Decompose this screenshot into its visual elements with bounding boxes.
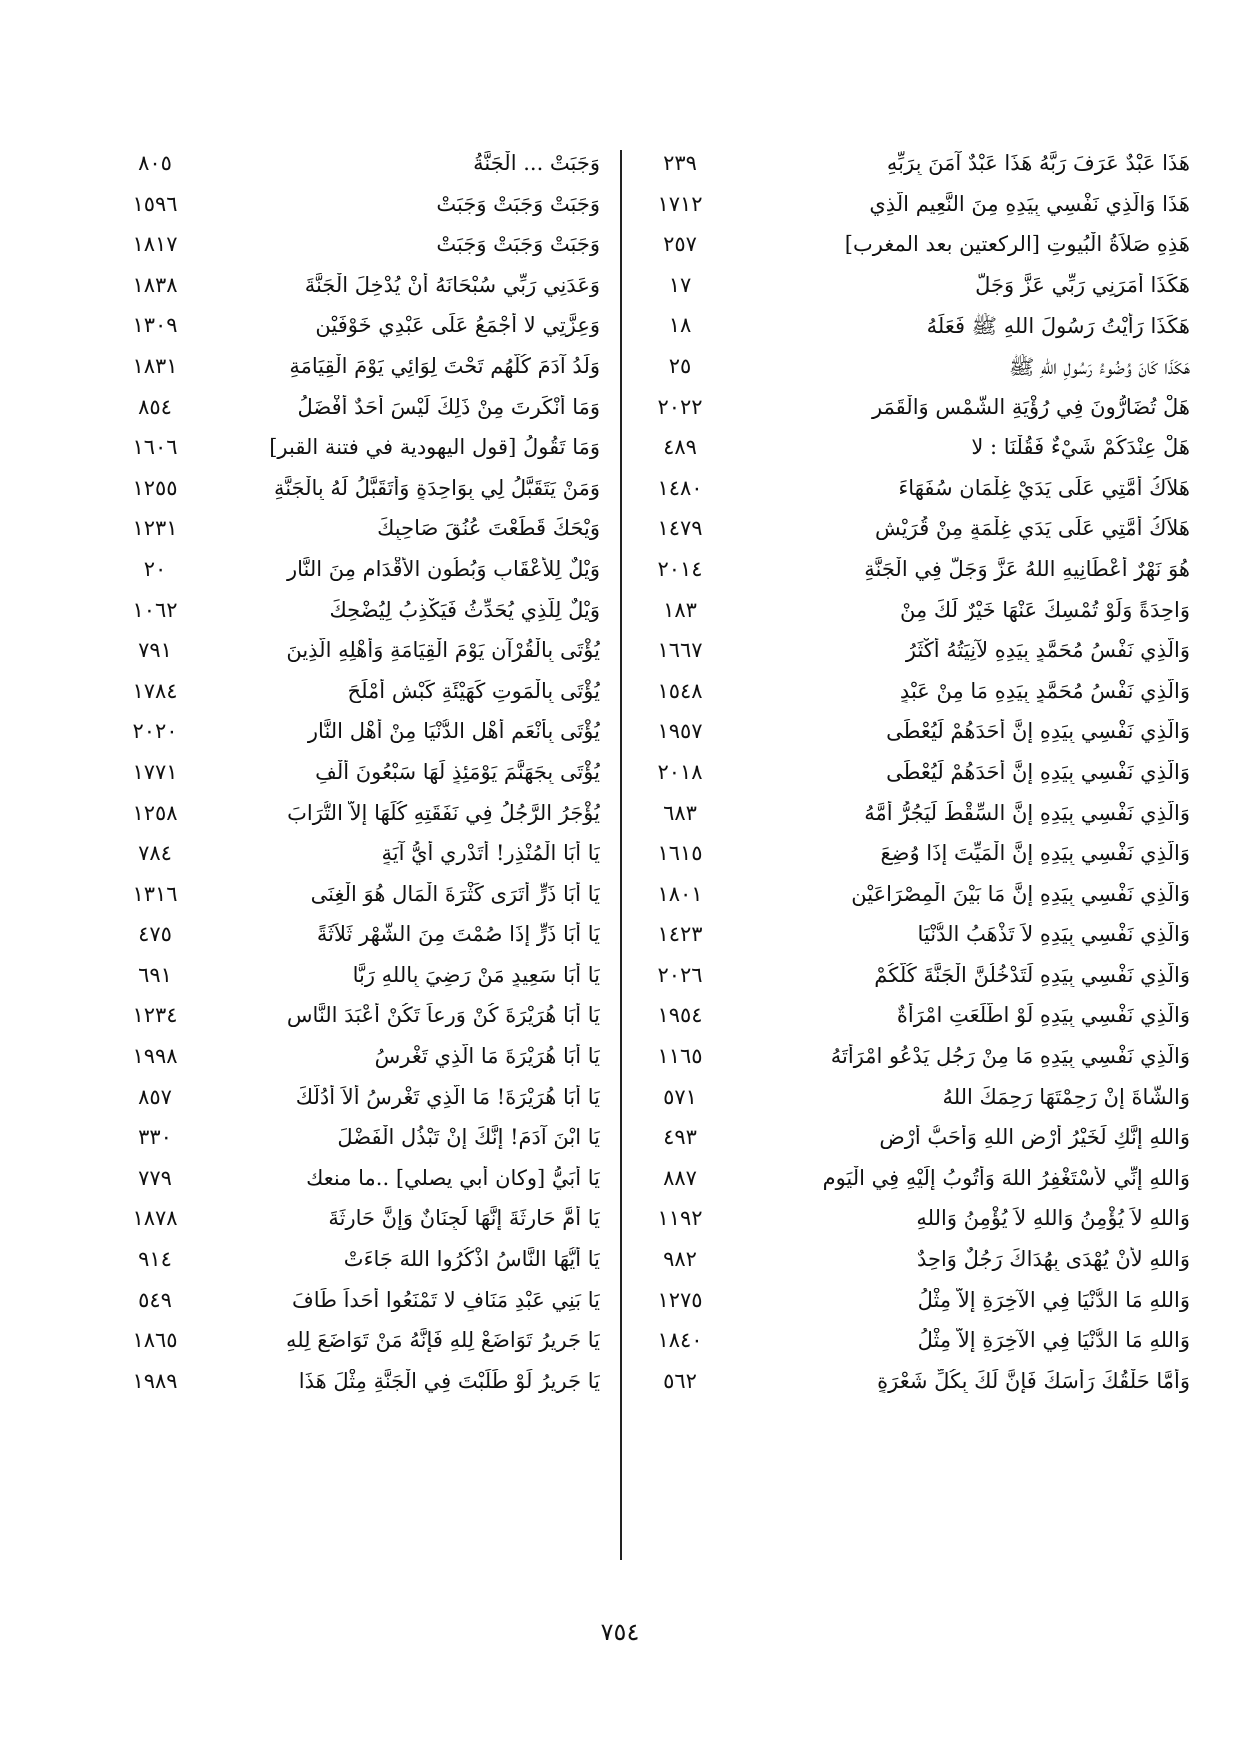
hadith-number: ١٤٢٣ <box>657 922 703 947</box>
hadith-incipit: يُؤْجَرُ الرَّجُلُ فِي نَفَقَتِهِ كُلِّهَا إِلاَّ التُّرَابَ <box>287 800 600 825</box>
hadith-incipit: هَذِهِ صَلاَةُ الْبُيوتِ [الركعتين بعد المغرب] <box>844 232 1190 257</box>
index-entry <box>630 267 1190 308</box>
hadith-number: ١٨٦٥ <box>132 1328 178 1353</box>
hadith-number: ١٦٠٦ <box>132 435 178 460</box>
index-entry <box>110 1241 610 1282</box>
index-entry <box>630 348 1190 389</box>
index-entry <box>630 795 1190 836</box>
index-entry <box>630 713 1190 754</box>
hadith-number: ١٧٧١ <box>132 759 178 784</box>
hadith-incipit: هَكَذَا كَانَ وُضُوءُ رَسُولِ اللهِ ﷺ <box>1008 354 1190 379</box>
hadith-number: ٢٥ <box>668 353 692 378</box>
hadith-number: ٥٦٢ <box>663 1368 697 1393</box>
hadith-incipit: وَعِزَّتِي لا أَجْمَعُ عَلَى عَبْدِي خَوْفَيْنِ <box>315 313 600 338</box>
index-entry <box>110 348 610 389</box>
hadith-number: ١٢٣٤ <box>132 1003 178 1028</box>
hadith-number: ٤٧٥ <box>138 922 172 947</box>
hadith-incipit: وَالَّذِي نَفْسِي بِيَدِهِ إِنَّ أَحَدَهُمْ لَيُعْطَى <box>886 759 1190 784</box>
index-entry <box>630 876 1190 917</box>
hadith-incipit: يُؤْتَى بِأَنْعَمِ أَهْلِ الدُّنْيَا مِنْ أَهْلِ النَّارِ <box>307 719 600 744</box>
index-entry <box>110 186 610 227</box>
hadith-number: ٤٩٣ <box>663 1125 697 1150</box>
hadith-number: ١٤٧٩ <box>657 516 703 541</box>
hadith-incipit: هَلْ عِنْدَكُمْ شَيْءٌ فَقُلْنَا : لا <box>971 435 1190 460</box>
index-entry <box>630 673 1190 714</box>
hadith-number: ٨٠٥ <box>138 151 172 175</box>
hadith-incipit: وَاللهِ إِنِّي لأَسْتَغْفِرُ اللهَ وَأَتُوبُ إِلَيْهِ فِي الْيَومِ <box>822 1165 1190 1190</box>
hadith-number: ١٤٨٠ <box>657 475 703 500</box>
hadith-number: ١٣١٦ <box>132 881 178 906</box>
hadith-incipit: يَا بَنِي عَبْدِ مَنَافٍ لا تَمْنَعُوا أَحَداً طَافَ <box>292 1287 600 1312</box>
hadith-number: ٧٨٤ <box>138 841 172 866</box>
hadith-number: ٨٨٧ <box>663 1165 697 1190</box>
hadith-incipit: يُؤْتَى بِالْمَوتِ كَهَيْئَةِ كَبْشٍ أَمْلَحَ <box>347 678 600 703</box>
hadith-number: ١٨٤٠ <box>657 1328 703 1353</box>
index-entry <box>630 1079 1190 1120</box>
hadith-incipit: وَجَبَتْ وَجَبَتْ وَجَبَتْ <box>436 191 600 216</box>
hadith-number: ١٦٦٧ <box>657 638 703 663</box>
hadith-number: ١٢٥٥ <box>132 475 178 500</box>
hadith-incipit: وَيْلٌ لِلأَعْقَابِ وَبُطُونِ الأَقْدَامِ مِنَ النَّارِ <box>286 556 600 581</box>
index-entry <box>110 145 610 186</box>
right-index-column <box>630 145 1190 1565</box>
hadith-number: ١٦١٥ <box>657 841 703 866</box>
hadith-number: ٩١٤ <box>138 1247 172 1272</box>
hadith-incipit: يَا أَبَا الْمُنْذِرِ! أَتَدْرِي أَيُّ آيَةٍ <box>381 841 600 866</box>
hadith-number: ٢٥٧ <box>663 232 697 257</box>
index-entry <box>110 754 610 795</box>
hadith-incipit: وَجَبَتْ وَجَبَتْ وَجَبَتْ <box>436 232 600 257</box>
hadith-number: ١٥٤٨ <box>657 678 703 703</box>
index-entry <box>630 1282 1190 1323</box>
index-entry <box>110 997 610 1038</box>
index-entry <box>630 307 1190 348</box>
hadith-incipit: وَيْحَكَ قَطَعْتَ عُنُقَ صَاحِبِكَ <box>377 516 600 541</box>
index-entry <box>630 510 1190 551</box>
hadith-incipit: وَالَّذِي نَفْسِي بِيَدِهِ مَا مِنْ رَجُلٍ يَدْعُو امْرَأَتَهُ <box>830 1044 1190 1069</box>
hadith-number: ٢٣٩ <box>663 151 697 175</box>
hadith-number: ١٢٧٥ <box>657 1287 703 1312</box>
hadith-incipit: هَلاَكُ أُمَّتِي عَلَى يَدَيْ غِلْمَانٍ سُفَهَاءَ <box>898 475 1190 500</box>
hadith-number: ١٨٣١ <box>132 353 178 378</box>
index-entry <box>110 1363 610 1404</box>
index-entry <box>630 470 1190 511</box>
index-entry <box>110 226 610 267</box>
hadith-incipit: وَيْلٌ لِلَّذِي يُحَدِّثُ فَيَكْذِبُ لِيُضْحِكَ <box>329 597 600 622</box>
hadith-incipit: وَمَنْ يَتَقَبَّلُ لِي بِوَاحِدَةٍ وَأَتَقَبَّلُ لَهُ بِالْجَنَّةِ <box>273 475 600 500</box>
hadith-incipit: وَالَّذِي نَفْسِي بِيَدِهِ إِنَّ أَحَدَهُمْ لَيُعْطَى <box>886 719 1190 744</box>
index-entry <box>110 592 610 633</box>
index-entry <box>630 1038 1190 1079</box>
hadith-number: ٦٩١ <box>138 962 172 987</box>
hadith-number: ١٣٠٩ <box>132 313 178 338</box>
hadith-incipit: وَالَّذِي نَفْسُ مُحَمَّدٍ بِيَدِهِ لآنِيَتُهُ أَكْثَرُ <box>905 638 1190 663</box>
hadith-number: ١٨٠١ <box>657 881 703 906</box>
column-divider <box>620 150 622 1560</box>
hadith-number: ٩٨٢ <box>663 1247 697 1272</box>
hadith-number: ١٨ <box>668 313 692 338</box>
hadith-number: ١٠٦٢ <box>132 597 178 622</box>
index-entry <box>110 551 610 592</box>
hadith-incipit: يَا أَبَا سَعِيدٍ مَنْ رَضِيَ بِاللهِ رَبًّا <box>352 962 600 987</box>
index-entry <box>110 916 610 957</box>
index-entry <box>630 835 1190 876</box>
index-entry <box>630 754 1190 795</box>
index-entry <box>110 470 610 511</box>
hadith-number: ٦٨٣ <box>663 800 697 825</box>
hadith-incipit: وَجَبَتْ ... الْجَنَّةُ <box>473 151 600 175</box>
hadith-number: ٥٤٩ <box>138 1287 172 1312</box>
hadith-number: ٢٠١٨ <box>657 759 703 784</box>
index-entry <box>630 389 1190 430</box>
index-entry <box>110 1160 610 1201</box>
index-entry <box>110 429 610 470</box>
hadith-incipit: يَا جَرِيرُ لَوْ طَلَبْتَ فِي الْجَنَّةِ مِثْلَ هَذَا <box>298 1368 600 1393</box>
hadith-incipit: وَاللهِ لاَ يُؤْمِنُ وَاللهِ لاَ يُؤْمِنُ وَاللهِ <box>916 1206 1190 1231</box>
hadith-number: ٢٠٢٢ <box>657 394 703 419</box>
index-entry <box>110 307 610 348</box>
hadith-incipit: وَعَدَنِي رَبِّي سُبْحَانَهُ أَنْ يُدْخِلَ الْجَنَّةَ <box>304 272 600 297</box>
hadith-incipit: وَالَّذِي نَفْسُ مُحَمَّدٍ بِيَدِهِ مَا مِنْ عَبْدٍ <box>899 678 1190 703</box>
hadith-number: ١٧٨٤ <box>132 678 178 703</box>
hadith-number: ٢٠٢٠ <box>132 719 178 744</box>
index-entry <box>110 1322 610 1363</box>
hadith-number: ٣٣٠ <box>138 1125 172 1150</box>
hadith-number: ٧٩١ <box>138 638 172 663</box>
hadith-number: ١١٩٢ <box>657 1206 703 1231</box>
left-index-column <box>110 145 610 1565</box>
hadith-number: ١٩٥٧ <box>657 719 703 744</box>
hadith-incipit: وَالَّذِي نَفْسِي بِيَدِهِ إِنَّ الْمَيِّتَ إِذَا وُضِعَ <box>880 841 1190 866</box>
hadith-number: ١٧ <box>668 272 692 297</box>
index-entry <box>630 1241 1190 1282</box>
hadith-number: ١٨٣٨ <box>132 272 178 297</box>
hadith-incipit: هُوَ نَهْرٌ أَعْطَانِيهِ اللهُ عَزَّ وَجَلَّ فِي الْجَنَّةِ <box>864 556 1190 581</box>
index-entry <box>110 1038 610 1079</box>
index-entry <box>630 1119 1190 1160</box>
hadith-incipit: هَلْ تُضَارُّونَ فِي رُؤْيَةِ الشَّمْسِ وَالْقَمَرِ <box>871 394 1190 419</box>
index-entry <box>110 1079 610 1120</box>
index-entry <box>110 632 610 673</box>
index-entry <box>630 916 1190 957</box>
hadith-incipit: وَالَّذِي نَفْسِي بِيَدِهِ لَوْ اطَّلَعَتِ امْرَأَةٌ <box>896 1003 1190 1028</box>
hadith-incipit: وَالَّذِي نَفْسِي بِيَدِهِ لَتَدْخُلُنَّ الْجَنَّةَ كُلُّكُمْ <box>874 962 1190 987</box>
hadith-incipit: وَاللهِ مَا الدُّنْيَا فِي الآخِرَةِ إِلاَّ مِثْلُ <box>917 1328 1190 1353</box>
hadith-number: ١٧١٢ <box>657 191 703 216</box>
index-entry <box>110 1282 610 1323</box>
hadith-number: ٥٧١ <box>663 1084 697 1109</box>
index-entry <box>630 957 1190 998</box>
index-entry <box>630 592 1190 633</box>
index-entry <box>110 267 610 308</box>
hadith-incipit: وَلَدُ آدَمَ كُلُّهُم تَحْتَ لِوَائِي يَوْمَ الْقِيَامَةِ <box>289 353 600 378</box>
index-entry <box>110 957 610 998</box>
hadith-incipit: وَمَا أَنْكَرتَ مِنْ ذَلِكَ لَيْسَ أَحَدٌ أَفْضَلُ <box>297 394 600 419</box>
index-entry <box>630 632 1190 673</box>
hadith-incipit: هَكَذَا أَمَرَنِي رَبِّي عَزَّ وَجَلَّ <box>975 272 1190 297</box>
hadith-incipit: يَا أُبَيُّ [وكان أبي يصلي] ..ما منعك <box>306 1165 600 1190</box>
index-entry <box>630 551 1190 592</box>
hadith-incipit: هَكَذَا رَأَيْتُ رَسُولَ اللهِ ﷺ فَعَلَهُ <box>926 314 1190 339</box>
hadith-incipit: يَا ابْنَ آدَمَ! إِنَّكَ إِنْ تَبْذُلِ الْفَضْلَ <box>337 1125 600 1150</box>
hadith-incipit: هَذَا وَالَّذِي نَفْسِي بِيَدِهِ مِنَ النَّعِيمِ الَّذِي <box>869 191 1190 216</box>
hadith-incipit: وَالَّذِي نَفْسِي بِيَدِهِ إِنَّ السِّقْطَ لَيَجُرُّ أُمَّهُ <box>864 800 1190 825</box>
index-entry <box>630 145 1190 186</box>
hadith-number: ١٩٥٤ <box>657 1003 703 1028</box>
index-entry <box>110 1200 610 1241</box>
hadith-incipit: وَاللهِ لأَنْ يُهْدَى بِهُدَاكَ رَجُلٌ وَاحِدٌ <box>916 1247 1190 1272</box>
index-entry <box>630 429 1190 470</box>
hadith-incipit: يَا أَبَا هُرَيْرَةَ! مَا الَّذِي تَغْرِسُ أَلاَ أَدُلُّكَ <box>295 1084 600 1109</box>
index-entry <box>110 510 610 551</box>
page-number: ٧٥٤ <box>600 1618 640 1646</box>
hadith-incipit: يَا أَبَا ذَرٍّ أَتَرَى كَثْرَةَ الْمَالِ هُوَ الْغِنَى <box>310 881 600 906</box>
hadith-incipit: يُؤْتَى بِالْقُرْآنِ يَوْمَ الْقِيَامَةِ وَأَهْلِهِ الَّذِينَ <box>286 638 600 663</box>
hadith-number: ١٩٨٩ <box>132 1368 178 1393</box>
index-entry <box>630 1200 1190 1241</box>
hadith-number: ٢٠ <box>143 556 167 581</box>
hadith-number: ١٨١٧ <box>132 232 178 257</box>
hadith-incipit: وَالَّذِي نَفْسِي بِيَدِهِ لاَ تَذْهَبُ الدُّنْيَا <box>917 922 1190 947</box>
index-entry <box>630 1322 1190 1363</box>
index-entry <box>110 389 610 430</box>
index-entry <box>110 795 610 836</box>
index-entry <box>630 1160 1190 1201</box>
hadith-number: ١٩٩٨ <box>132 1044 178 1069</box>
hadith-incipit: هَلاَكُ أُمَّتِي عَلَى يَدَيِ غِلْمَةٍ مِنْ قُرَيْشٍ <box>875 516 1190 541</box>
hadith-number: ٢٠١٤ <box>657 556 703 581</box>
hadith-number: ١٢٣١ <box>132 516 178 541</box>
hadith-number: ١٥٩٦ <box>132 191 178 216</box>
index-entry <box>110 1119 610 1160</box>
hadith-incipit: وَاحِدَةً وَلَوْ تُمْسِكَ عَنْهَا خَيْرٌ لَكَ مِنْ <box>899 597 1190 622</box>
hadith-number: ١٨٧٨ <box>132 1206 178 1231</box>
hadith-incipit: وَالشَّاةَ إِنْ رَحِمْتَهَا رَحِمَكَ اللهُ <box>942 1084 1190 1109</box>
hadith-number: ١٨٣ <box>663 597 697 622</box>
index-entry <box>630 1363 1190 1404</box>
hadith-incipit: يَا أُمَّ حَارِثَةَ إِنَّهَا لَجِنَانٌ وَإِنَّ حَارِثَةَ <box>328 1206 600 1231</box>
hadith-incipit: وَالَّذِي نَفْسِي بِيَدِهِ إِنَّ مَا بَيْنَ الْمِصْرَاعَيْنِ <box>851 881 1190 906</box>
index-entry <box>110 713 610 754</box>
hadith-number: ٢٠٢٦ <box>657 962 703 987</box>
hadith-incipit: وَاللهِ إِنَّكِ لَخَيْرُ أَرْضِ اللهِ وَأَحَبُّ أَرْضِ <box>879 1125 1190 1150</box>
index-entry <box>110 673 610 714</box>
index-entry <box>110 835 610 876</box>
hadith-number: ٤٨٩ <box>663 435 697 460</box>
index-entry <box>630 226 1190 267</box>
hadith-incipit: وَأَمَّا حَلْقُكَ رَأْسَكَ فَإِنَّ لَكَ بِكُلِّ شَعْرَةٍ <box>877 1368 1190 1393</box>
hadith-incipit: هَذَا عَبْدٌ عَرَفَ رَبَّهُ هَذَا عَبْدٌ آمَنَ بِرَبِّهِ <box>886 151 1190 175</box>
hadith-incipit: يُؤْتَى بِجَهَنَّمَ يَوْمَئِذٍ لَهَا سَبْعُونَ أَلْفِ <box>315 759 600 784</box>
index-entry <box>110 876 610 917</box>
hadith-incipit: يَا أَبَا ذَرٍّ إِذَا صُمْتَ مِنَ الشَّهْرِ ثَلاَثَةً <box>316 922 600 947</box>
hadith-number: ١٢٥٨ <box>132 800 178 825</box>
hadith-incipit: يَا أَيُّهَا النَّاسُ اذْكُرُوا اللهَ جَاءَتْ <box>343 1247 600 1272</box>
hadith-number: ٨٥٤ <box>138 394 172 419</box>
hadith-incipit: يَا جَرِيرُ تَوَاضَعْ لِلهِ فَإِنَّهُ مَنْ تَوَاضَعَ لِلهِ <box>285 1328 600 1353</box>
index-entry <box>630 186 1190 227</box>
hadith-incipit: وَمَا تَقُولُ [قول اليهودية في فتنة القبر] <box>269 435 600 460</box>
hadith-incipit: يَا أَبَا هُرَيْرَةَ كُنْ وَرِعاً تَكُنْ أَعْبَدَ النَّاسِ <box>286 1003 600 1028</box>
hadith-incipit: وَاللهِ مَا الدُّنْيَا فِي الآخِرَةِ إِلاَّ مِثْلُ <box>917 1287 1190 1312</box>
hadith-incipit: يَا أَبَا هُرَيْرَةَ مَا الَّذِي تَغْرِسُ <box>374 1044 600 1069</box>
hadith-number: ٧٧٩ <box>138 1165 172 1190</box>
hadith-number: ٨٥٧ <box>138 1084 172 1109</box>
hadith-number: ١١٦٥ <box>657 1044 703 1069</box>
index-entry <box>630 997 1190 1038</box>
